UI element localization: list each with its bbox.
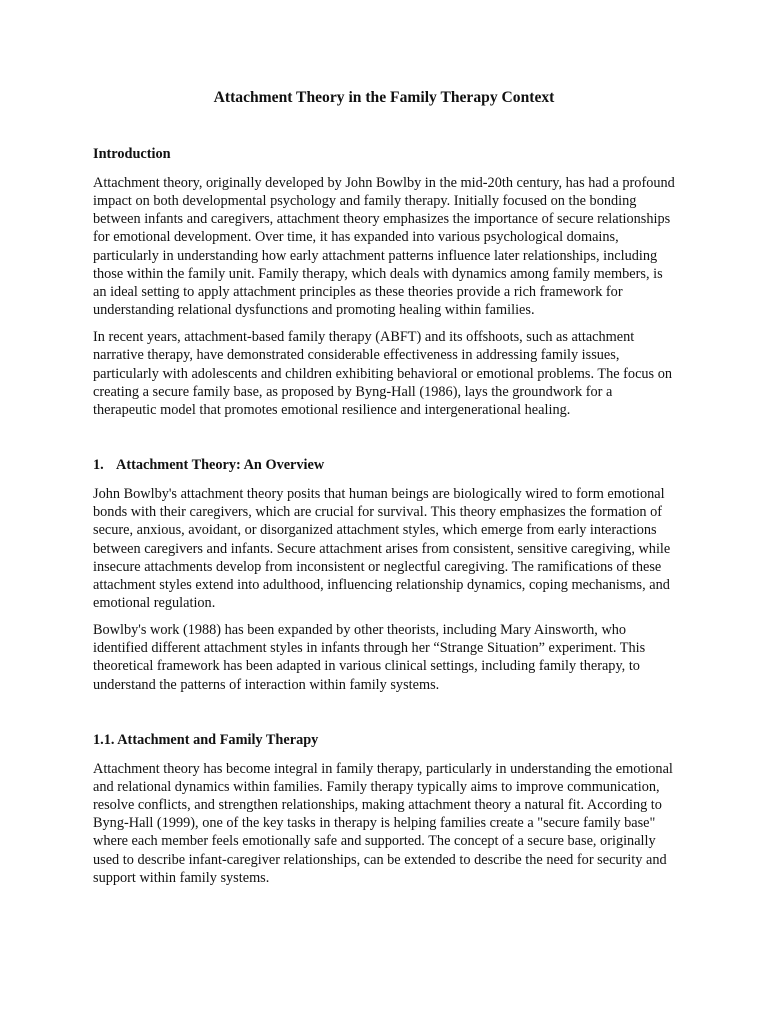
overview-paragraph-1: John Bowlby's attachment theory posits that human beings are biologically wired to form emotional bonds with their caregivers, which are crucial for survival. This theory emphasizes the formation of secure, anxious, avoidant, or disorganized attachment styles, which emerge from early interactions between caregivers and infants. Secure attachment arises from consistent, sensitive caregiving, while insecure attachments develop from inconsistent or neglectful caregiving. The ramifications of these attachment styles extend into adulthood, influencing relationship dynamics, coping mechanisms, and emotional regulation. <box>93 486 671 611</box>
section-number: 1. <box>93 457 104 474</box>
introduction-paragraph-2: In recent years, attachment-based family therapy (ABFT) and its offshoots, such as attachment narrative therapy, have demonstrated considerable effectiveness in addressing family issues, particularly with adolescents and children exhibiting behavioral or emotional problems. The focus on creating a secure family base, as proposed by Byng-Hall (1986), lays the groundwork for a therapeutic model that promotes emotional resilience and intergenerational healing. <box>93 329 672 418</box>
section-heading-overview <box>93 456 677 474</box>
section-heading-text: Attachment Theory: An Overview <box>116 457 325 474</box>
introduction-paragraph-1: Attachment theory, originally developed by John Bowlby in the mid-20th century, has had a profound impact on both developmental psychology and family therapy. Initially focused on the bonding between infants and caregivers, attachment theory emphasizes the importance of secure relationships for emotional development. Over time, it has expanded into various psychological domains, particularly in understanding how early attachment patterns influence later relationships, including those within the family unit. Family therapy, which deals with dynamics among family members, is an ideal setting to apply attachment principles as these theories provide a rich framework for understanding relational dysfunctions and promoting healing within families. <box>93 175 675 319</box>
family-therapy-paragraph-1: Attachment theory has become integral in family therapy, particularly in understanding the emotional and relational dynamics within families. Family therapy typically aims to improve communication, resolve conflicts, and strengthen relationships, making attachment theory a natural fit. According to Byng-Hall (1999), one of the key tasks in therapy is helping families create a "secure family base" where each member feels emotionally safe and supported. The concept of a secure base, originally used to describe infant-caregiver relationships, can be extended to describe the need for security and support within family systems. <box>93 760 673 886</box>
document-body <box>93 145 677 887</box>
section-heading-family-therapy: 1.1. Attachment and Family Therapy <box>93 731 319 748</box>
document-title: Attachment Theory in the Family Therapy Context <box>213 89 555 106</box>
section-heading-introduction: Introduction <box>93 146 171 162</box>
overview-paragraph-2: Bowlby's work (1988) has been expanded by other theorists, including Mary Ainsworth, who identified different attachment styles in infants through her “Strange Situation” experiment. This theoretical framework has been adapted in various clinical settings, including family therapy, to understand the patterns of interaction within family systems. <box>93 622 646 693</box>
